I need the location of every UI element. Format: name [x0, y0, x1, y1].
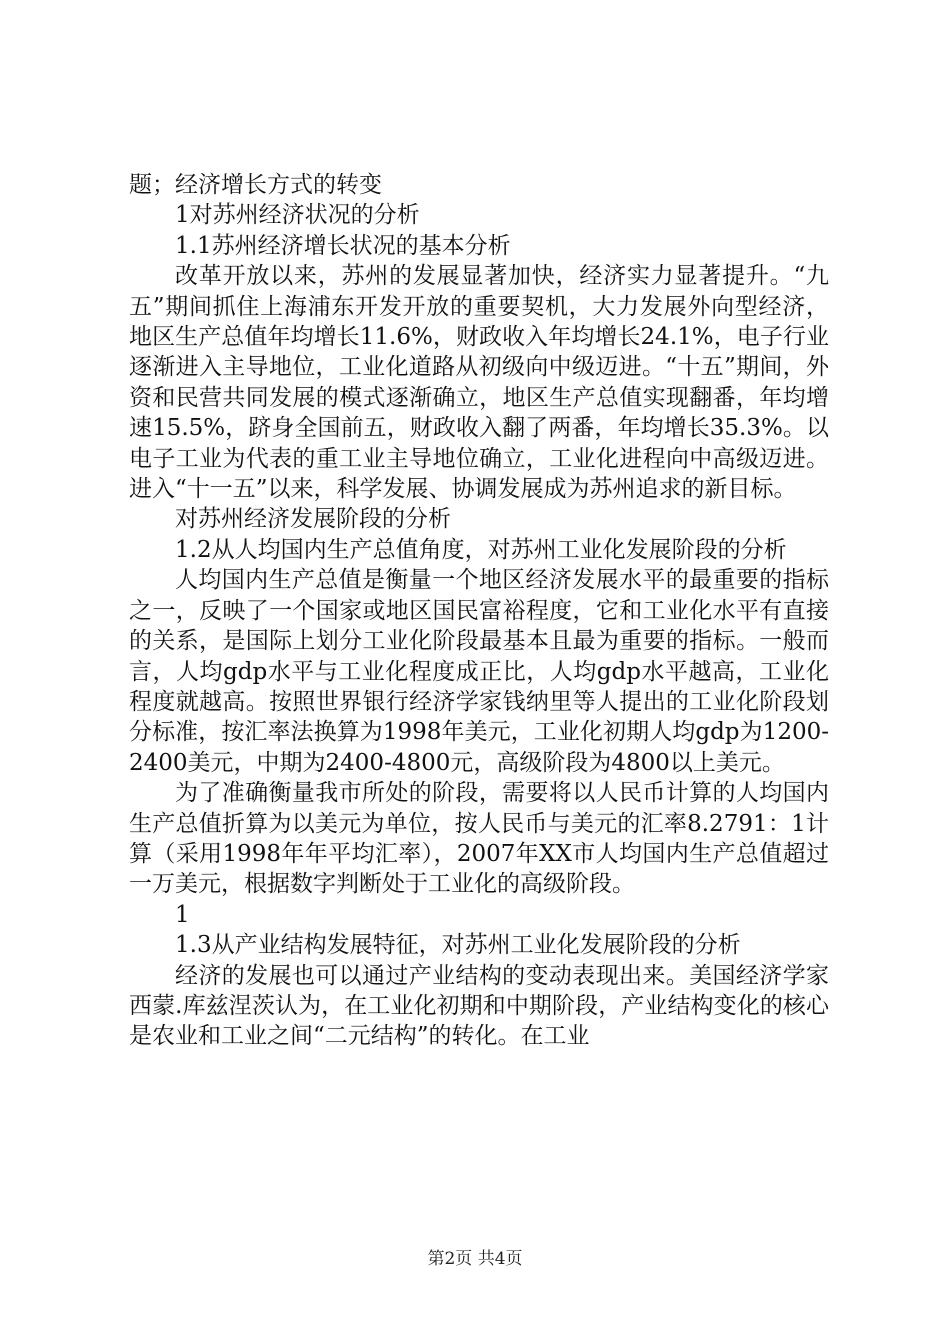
section-heading: 对苏州经济发展阶段的分析	[175, 506, 451, 533]
paragraph: 1	[175, 901, 190, 928]
section-heading: 1.2从人均国内生产总值角度，对苏州工业化发展阶段的分析	[175, 536, 787, 563]
paragraph: 题；经济增长方式的转变	[129, 172, 382, 198]
page-footer: 第2页 共4页	[427, 1249, 523, 1269]
section-heading: 1.3从产业结构发展特征，对苏州工业化发展阶段的分析	[175, 932, 741, 959]
section-heading: 1.1苏州经济增长状况的基本分析	[175, 232, 511, 259]
paragraph: 人均国内生产总值是衡量一个地区经济发展水平的最重要的指标之一，反映了一个国家或地区国民富裕程度，它和工业化水平有直接的关系，是国际上划分工业化阶段最基本且最为重要的指标。一般而言，人均gdp水平与工业化程度成正比，人均gdp水平越高，工业化程度就越高。按照世界银行经济学家钱纳里等人提出的工业化阶段划分标准，按汇率法换算为1998年美元，工业化初期人均gdp为1200-2400美元，中期为2400-4800元，高级阶段为4800以上美元。	[129, 567, 829, 776]
paragraph: 改革开放以来，苏州的发展显著加快，经济实力显著提升。“九五”期间抓住上海浦东开发开放的重要契机，大力发展外向型经济，地区生产总值年均增长11.6%，财政收入年均增长24.1%，电子行业逐渐进入主导地位，工业化道路从初级向中级迈进。“十五”期间，外资和民营共同发展的模式逐渐确立，地区生产总值实现翻番，年均增速15.5%，跻身全国前五，财政收入翻了两番，年均增长35.3%。以电子工业为代表的重工业主导地位确立，工业化进程向中高级迈进。进入“十一五”以来，科学发展、协调发展成为苏州追求的新目标。	[129, 263, 829, 503]
paragraph: 经济的发展也可以通过产业结构的变动表现出来。美国经济学家西蒙.库兹涅茨认为，在工业化初期和中期阶段，产业结构变化的核心是农业和工业之间“二元结构”的转化。在工业	[129, 962, 829, 1050]
section-heading: 1对苏州经济状况的分析	[175, 202, 420, 229]
paragraph: 为了准确衡量我市所处的阶段，需要将以人民币计算的人均国内生产总值折算为以美元为单位，按人民币与美元的汇率8.2791：1计算（采用1998年年平均汇率），2007年XX市人均国内生产总值超过一万美元，根据数字判断处于工业化的高级阶段。	[129, 780, 829, 898]
document-body	[129, 170, 829, 1052]
